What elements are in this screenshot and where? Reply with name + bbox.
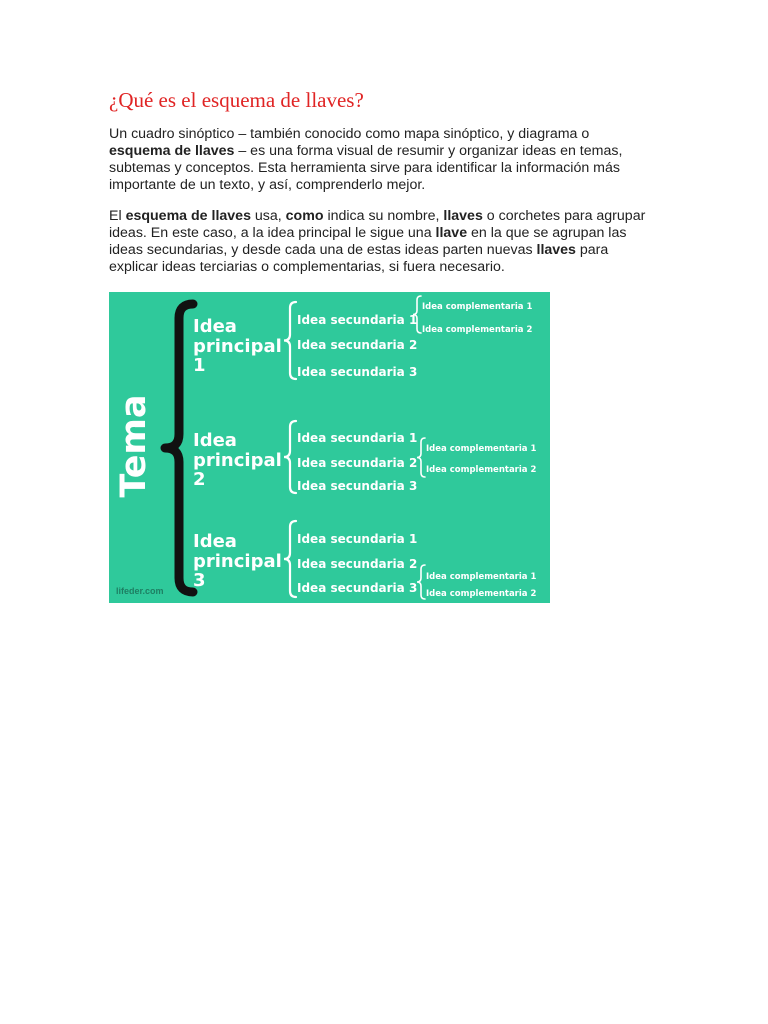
intro-paragraph bbox=[109, 126, 649, 194]
secondary-idea: Idea secundaria 2 bbox=[297, 338, 418, 352]
secondary-idea: Idea secundaria 1 bbox=[297, 532, 418, 546]
page-title: ¿Qué es el esquema de llaves? bbox=[109, 88, 364, 112]
main-idea-number: 2 bbox=[193, 469, 206, 490]
bold-term: esquema de llaves bbox=[125, 208, 251, 224]
tema-label: Tema bbox=[114, 394, 154, 498]
bold-term: llaves bbox=[536, 242, 576, 258]
secondary-idea: Idea secundaria 1 bbox=[297, 431, 418, 445]
complementary-idea: Idea complementaria 2 bbox=[426, 589, 537, 599]
text-run: para explicar ideas terciarias o complementarias, si fuera necesario. bbox=[109, 242, 609, 275]
text-run: – es una forma visual de resumir y organizar ideas en temas, subtemas y conceptos. Esta herramienta sirve para identificar la información más importante de un texto, y así, comprenderlo mejor. bbox=[109, 143, 623, 193]
text-run: en la que se agrupan las ideas secundarias, y desde cada una de estas ideas parten nuevas bbox=[109, 225, 627, 258]
bold-term: llaves bbox=[443, 208, 483, 224]
main-idea-number: 3 bbox=[193, 570, 206, 591]
secondary-idea: Idea secundaria 3 bbox=[297, 365, 418, 379]
text-run: o corchetes para agrupar ideas. En este caso, a la idea principal le sigue una bbox=[109, 208, 646, 241]
main-idea-number: 1 bbox=[193, 355, 206, 376]
brace-diagram-svg bbox=[109, 292, 550, 603]
main-idea-principal: principal bbox=[193, 551, 282, 572]
complementary-idea: Idea complementaria 2 bbox=[422, 325, 533, 335]
secondary-idea: Idea secundaria 3 bbox=[297, 581, 418, 595]
secondary-idea: Idea secundaria 3 bbox=[297, 479, 418, 493]
main-idea-word: Idea bbox=[193, 531, 237, 552]
text-run: El bbox=[109, 208, 126, 224]
brace-diagram bbox=[109, 292, 550, 603]
main-idea-word: Idea bbox=[193, 316, 237, 337]
main-idea-principal: principal bbox=[193, 336, 282, 357]
complementary-idea: Idea complementaria 1 bbox=[426, 572, 537, 582]
complementary-idea: Idea complementaria 1 bbox=[422, 302, 533, 312]
text-run: indica su nombre, bbox=[323, 208, 444, 224]
secondary-idea: Idea secundaria 1 bbox=[297, 313, 418, 327]
bold-term: como bbox=[285, 208, 324, 224]
explanation-paragraph bbox=[109, 208, 649, 276]
main-idea-principal: principal bbox=[193, 450, 282, 471]
secondary-idea: Idea secundaria 2 bbox=[297, 456, 418, 470]
complementary-idea: Idea complementaria 2 bbox=[426, 465, 537, 475]
bold-term: llave bbox=[435, 225, 468, 241]
bold-term: esquema de llaves bbox=[109, 143, 235, 159]
complementary-idea: Idea complementaria 1 bbox=[426, 444, 537, 454]
watermark-text: lifeder.com bbox=[116, 586, 164, 596]
main-idea-word: Idea bbox=[193, 430, 237, 451]
text-run: Un cuadro sinóptico – también conocido como mapa sinóptico, y diagrama o bbox=[109, 126, 590, 142]
secondary-idea: Idea secundaria 2 bbox=[297, 557, 418, 571]
text-run: usa, bbox=[250, 208, 286, 224]
